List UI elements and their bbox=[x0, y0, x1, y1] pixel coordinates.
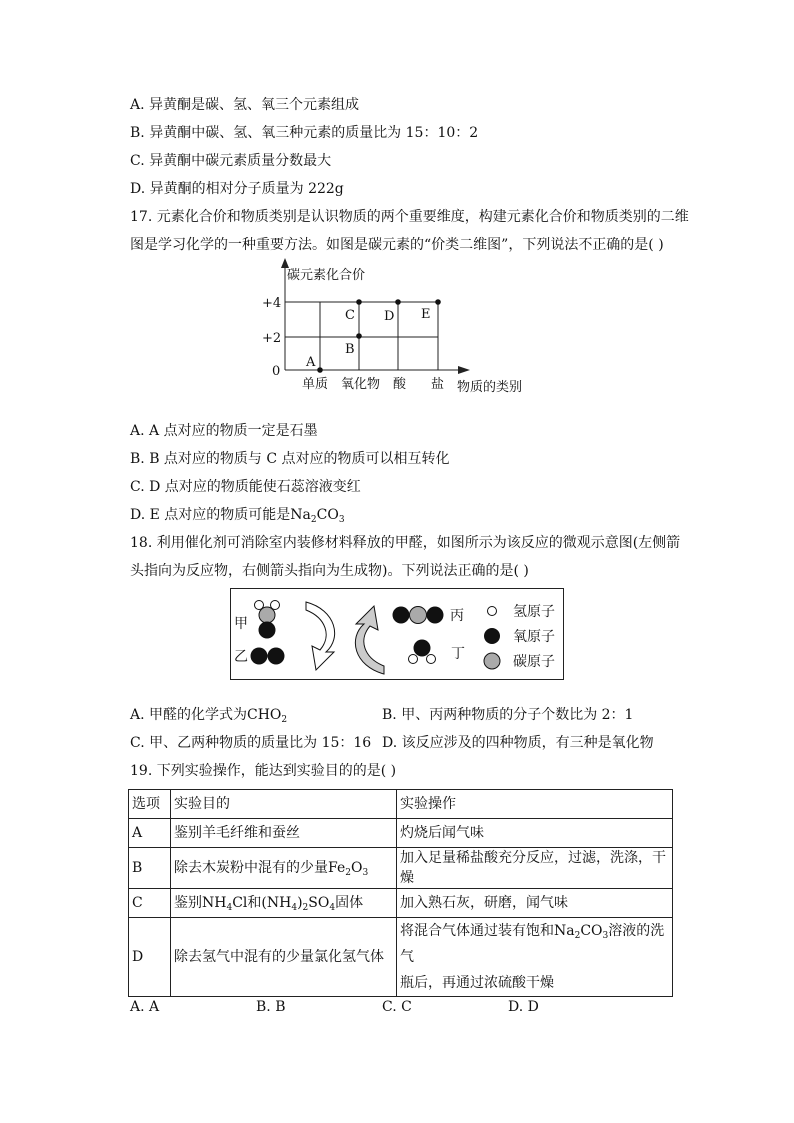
legend-hydrogen: 氢原子 bbox=[513, 604, 555, 620]
q19-table bbox=[128, 789, 673, 997]
y-tick-4: +4 bbox=[262, 296, 282, 311]
q16-option-c: C. 异黄酮中碳元素质量分数最大 bbox=[130, 153, 332, 169]
q18-option-a-sub: 2 bbox=[281, 715, 288, 725]
chart-point-label-c: C bbox=[345, 308, 355, 323]
label-ding: 丁 bbox=[451, 646, 465, 662]
reaction-diagram bbox=[230, 588, 564, 680]
q16-option-d: D. 异黄酮的相对分子质量为 222g bbox=[130, 181, 344, 197]
q18-stem-line2: 头指向为反应物，右侧箭头指向为生成物)。下列说法正确的是( ) bbox=[130, 563, 529, 579]
row-b-goal-sub2: 3 bbox=[362, 868, 369, 878]
row-b-operation: 加入足量稀盐酸充分反应，过滤，洗涤，干燥 bbox=[397, 848, 673, 889]
q19-stem: 19. 下列实验操作，能达到实验目的的是( ) bbox=[130, 763, 397, 779]
row-b-option: B bbox=[129, 848, 171, 889]
row-b-goal-text: 除去木炭粉中混有的少量Fe bbox=[174, 860, 346, 876]
q19-choice-a: A. A bbox=[130, 999, 160, 1015]
chart-point-label-a: A bbox=[306, 355, 316, 370]
q17-option-d bbox=[130, 505, 345, 525]
header-goal: 实验目的 bbox=[171, 790, 397, 819]
row-c-goal-mid: Cl和(NH bbox=[232, 895, 292, 911]
row-c-goal-sub2: 4 bbox=[291, 903, 298, 913]
row-c-goal-tail: 固体 bbox=[335, 895, 364, 911]
row-b-goal-mid: O bbox=[350, 860, 363, 876]
q19-choice-c: C. C bbox=[382, 999, 412, 1015]
chart-point-label-d: D bbox=[384, 309, 395, 324]
row-d-op-tail: 溶液的洗气 bbox=[400, 923, 665, 965]
label-yi: 乙 bbox=[234, 649, 248, 665]
row-d-op-text: 将混合气体通过装有饱和Na bbox=[400, 923, 575, 939]
x-axis-label: 物质的类别 bbox=[457, 380, 523, 395]
row-b-goal bbox=[171, 848, 397, 889]
q18-option-a-text: A. 甲醛的化学式为CHO bbox=[130, 707, 282, 723]
chart-point-d bbox=[395, 299, 401, 305]
legend-carbon: 碳原子 bbox=[513, 654, 555, 670]
row-d-op-sub1: 2 bbox=[574, 931, 581, 941]
y-tick-0: 0 bbox=[272, 364, 281, 379]
q18-option-d: D. 该反应涉及的四种物质，有三种是氧化物 bbox=[382, 735, 654, 751]
x-tick-elemental: 单质 bbox=[302, 377, 329, 392]
label-jia: 甲 bbox=[234, 616, 248, 632]
q17-stem-line1: 17. 元素化合价和物质类别是认识物质的两个重要维度，构建元素化合价和物质类别的二维 bbox=[130, 209, 689, 225]
row-d-op-mid: CO bbox=[580, 923, 603, 939]
chart-point-e bbox=[435, 299, 441, 305]
bing-c-atom bbox=[410, 607, 427, 624]
row-c-goal-sub1: 4 bbox=[226, 903, 233, 913]
chart-points bbox=[305, 299, 441, 373]
x-tick-salt: 盐 bbox=[431, 377, 445, 392]
x-tick-acid: 酸 bbox=[393, 377, 407, 392]
q17-option-b: B. B 点对应的物质与 C 点对应的物质可以相互转化 bbox=[130, 451, 450, 467]
row-d-goal: 除去氢气中混有的少量氯化氢气体 bbox=[171, 918, 397, 997]
bing-o-atom-1 bbox=[393, 607, 410, 624]
chart-point-b bbox=[356, 333, 362, 339]
legend-carbon-icon bbox=[484, 653, 500, 669]
q17-option-d-text: D. E 点对应的物质可能是 bbox=[130, 507, 291, 523]
row-d-operation bbox=[397, 918, 673, 997]
table-header-row bbox=[129, 790, 673, 819]
y-tick-2: +2 bbox=[262, 331, 282, 346]
q16-option-b: B. 异黄酮中碳、氢、氧三种元素的质量比为 15：10：2 bbox=[130, 125, 479, 141]
bing-o-atom-2 bbox=[427, 607, 444, 624]
q17-option-d-formula: Na bbox=[290, 507, 311, 523]
header-option: 选项 bbox=[129, 790, 171, 819]
row-d-op-sub2: 3 bbox=[602, 931, 609, 941]
row-c-goal-text: 鉴别NH bbox=[174, 895, 227, 911]
q16-option-a: A. 异黄酮是碳、氢、氧三个元素组成 bbox=[130, 97, 360, 113]
q17-stem-line2: 图是学习化学的一种重要方法。如图是碳元素的“价类二维图”，下列说法不正确的是( ) bbox=[130, 237, 664, 253]
q18-option-b: B. 甲、丙两种物质的分子个数比为 2：1 bbox=[382, 707, 634, 723]
q17-option-a: A. A 点对应的物质一定是石墨 bbox=[130, 423, 318, 439]
label-bing: 丙 bbox=[450, 608, 464, 624]
q18-stem-line1: 18. 利用催化剂可消除室内装修材料释放的甲醛，如图所示为该反应的微观示意图(左侧箭 bbox=[130, 535, 681, 551]
q17-option-d-formula-tail: CO bbox=[316, 507, 339, 523]
row-c-goal-sub4: 4 bbox=[329, 903, 336, 913]
jia-o-atom bbox=[259, 622, 275, 638]
q17-option-c: C. D 点对应的物质能使石蕊溶液变红 bbox=[130, 479, 361, 495]
row-d-option: D bbox=[129, 918, 171, 997]
row-a-goal: 鉴别羊毛纤维和蚕丝 bbox=[171, 819, 397, 848]
row-c-goal-sub3: 2 bbox=[302, 903, 309, 913]
q18-option-c: C. 甲、乙两种物质的质量比为 15：16 bbox=[130, 735, 372, 751]
x-axis-arrow bbox=[458, 366, 470, 374]
row-c-goal-mid2: ) bbox=[297, 895, 303, 911]
ding-h-atom-1 bbox=[409, 655, 418, 664]
q19-choice-b: B. B bbox=[256, 999, 286, 1015]
ding-o-atom bbox=[414, 640, 431, 657]
ding-h-atom-2 bbox=[427, 655, 436, 664]
table-row bbox=[129, 889, 673, 918]
chart-point-label-e: E bbox=[421, 307, 431, 322]
row-d-op-line2: 瓶后，再通过浓硫酸干燥 bbox=[400, 975, 554, 991]
chart-point-label-b: B bbox=[345, 342, 355, 357]
row-c-goal-mid3: SO bbox=[308, 895, 330, 911]
yi-o-atom-1 bbox=[251, 648, 268, 665]
q17-option-d-sub2: 3 bbox=[338, 515, 345, 525]
row-a-operation: 灼烧后闻气味 bbox=[397, 819, 673, 848]
chart-point-c bbox=[356, 299, 362, 305]
table-row bbox=[129, 918, 673, 997]
row-a-option: A bbox=[129, 819, 171, 848]
q18-option-a bbox=[130, 705, 287, 725]
jia-c-atom bbox=[259, 607, 275, 623]
x-tick-oxide: 氧化物 bbox=[341, 377, 381, 392]
row-c-goal bbox=[171, 889, 397, 918]
table-row bbox=[129, 848, 673, 889]
legend-oxygen-icon bbox=[484, 628, 500, 644]
row-c-operation: 加入熟石灰，研磨，闻气味 bbox=[397, 889, 673, 918]
row-c-option: C bbox=[129, 889, 171, 918]
valence-class-chart bbox=[260, 258, 560, 398]
table-row bbox=[129, 819, 673, 848]
legend-hydrogen-icon bbox=[488, 607, 497, 616]
q19-choice-d: D. D bbox=[508, 999, 539, 1015]
right-curved-arrow bbox=[355, 606, 384, 674]
yi-o-atom-2 bbox=[268, 648, 285, 665]
left-curved-arrow bbox=[306, 602, 335, 670]
header-operation: 实验操作 bbox=[397, 790, 673, 819]
y-axis-label: 碳元素化合价 bbox=[287, 268, 366, 283]
legend-oxygen: 氧原子 bbox=[513, 629, 555, 645]
q17-option-d-sub: 2 bbox=[310, 515, 317, 525]
chart-point-a bbox=[317, 367, 323, 373]
y-axis-arrow bbox=[281, 258, 289, 268]
row-b-goal-sub1: 2 bbox=[345, 868, 351, 878]
